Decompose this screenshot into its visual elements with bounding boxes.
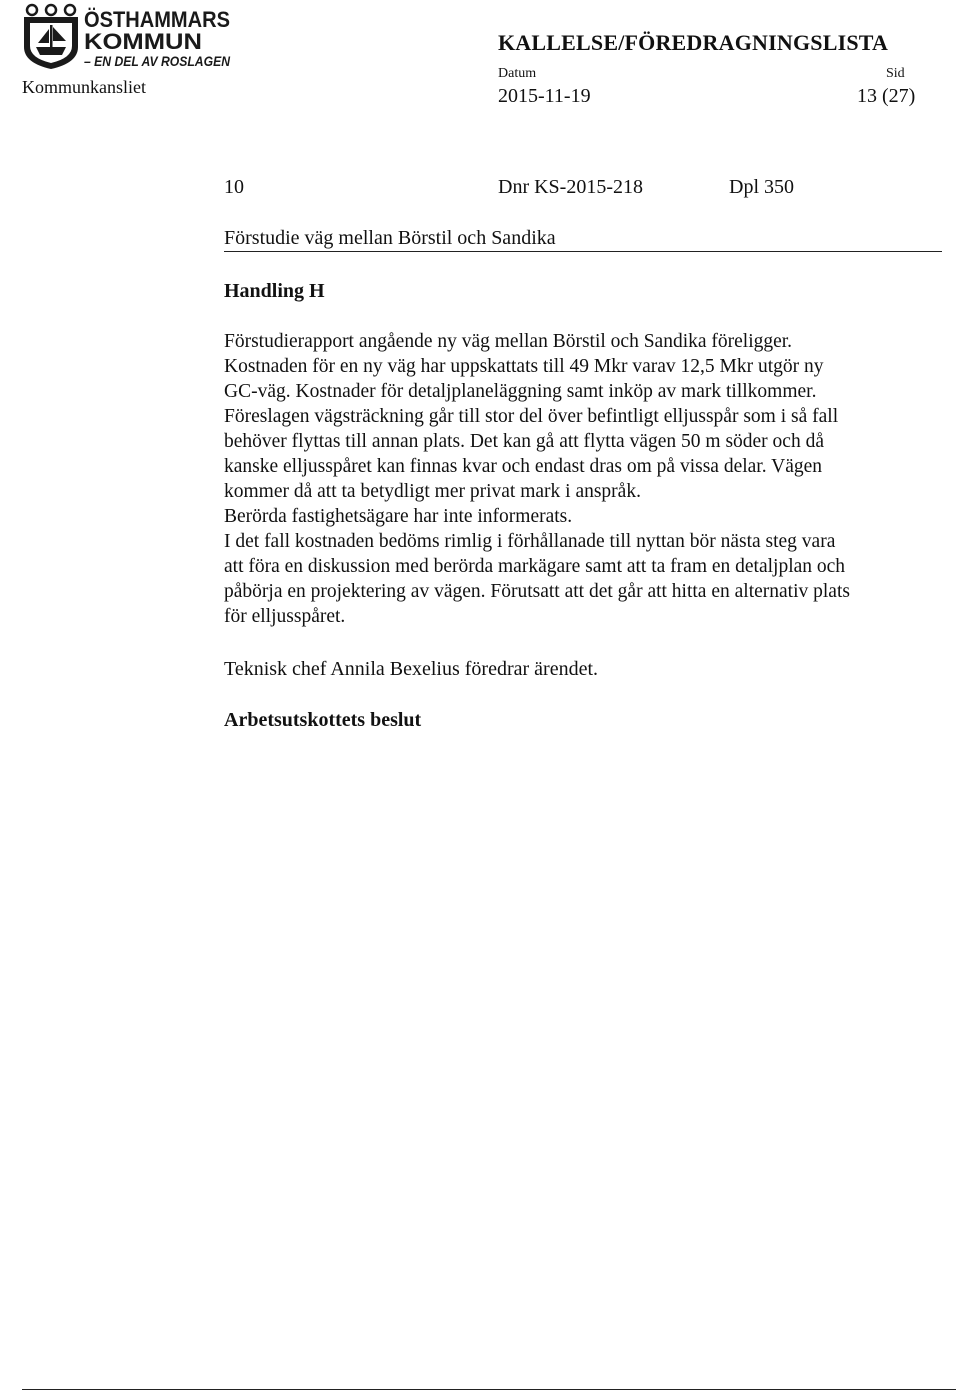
date-value: 2015-11-19 <box>498 85 591 107</box>
body-line: att föra en diskussion med berörda markägare samt att ta fram en detaljplan och <box>224 556 846 577</box>
case-title: Förstudie väg mellan Börstil och Sandika <box>224 227 556 249</box>
body-line: behöver flyttas till annan plats. Det kan gå att flytta vägen 50 m söder och då <box>224 431 824 452</box>
svg-text:ÖSTHAMMARS: ÖSTHAMMARS <box>84 7 230 32</box>
svg-text:– EN DEL AV ROSLAGEN: – EN DEL AV ROSLAGEN <box>84 53 231 69</box>
body-line: GC-väg. Kostnader för detaljplaneläggning samt inköp av mark tillkommer. <box>224 381 817 402</box>
page-number: 13 (27) <box>857 85 916 107</box>
body-line: för elljusspåret. <box>224 606 346 627</box>
decision-heading: Arbetsutskottets beslut <box>224 709 422 731</box>
department-name: Kommunkansliet <box>22 77 146 97</box>
body-line: kanske elljusspåret kan finnas kvar och endast dras om på vissa delar. Vägen <box>224 456 823 477</box>
body-line: Kostnaden för en ny väg har uppskattats till 49 Mkr varav 12,5 Mkr utgör ny <box>224 356 824 377</box>
footer-divider <box>22 1389 956 1390</box>
case-number: 10 <box>224 176 244 198</box>
page-label: Sid <box>886 66 905 81</box>
case-title-divider <box>224 251 942 252</box>
case-description <box>224 329 944 629</box>
case-dpl: Dpl 350 <box>729 176 794 198</box>
date-label: Datum <box>498 66 537 81</box>
body-line: Förstudierapport angående ny väg mellan Börstil och Sandika föreligger. <box>224 331 793 352</box>
presenter-note: Teknisk chef Annila Bexelius föredrar ärendet. <box>224 658 599 680</box>
municipality-logo <box>22 3 232 69</box>
body-line: påbörja en projektering av vägen. Förutsatt att det går att hitta en alternativ plats <box>224 581 850 602</box>
coat-of-arms-icon <box>24 5 78 69</box>
body-line: kommer då att ta betydligt mer privat mark i anspråk. <box>224 481 641 502</box>
svg-text:KOMMUN: KOMMUN <box>84 29 202 54</box>
body-line: Föreslagen vägsträckning går till stor del över befintligt elljusspår som i så fall <box>224 406 839 427</box>
document-title: KALLELSE/FÖREDRAGNINGSLISTA <box>498 30 889 55</box>
case-dnr: Dnr KS-2015-218 <box>498 176 643 198</box>
handling-reference: Handling H <box>224 280 325 302</box>
body-line: I det fall kostnaden bedöms rimlig i förhållanade till nyttan bör nästa steg vara <box>224 531 836 552</box>
body-line: Berörda fastighetsägare har inte informerats. <box>224 506 573 527</box>
